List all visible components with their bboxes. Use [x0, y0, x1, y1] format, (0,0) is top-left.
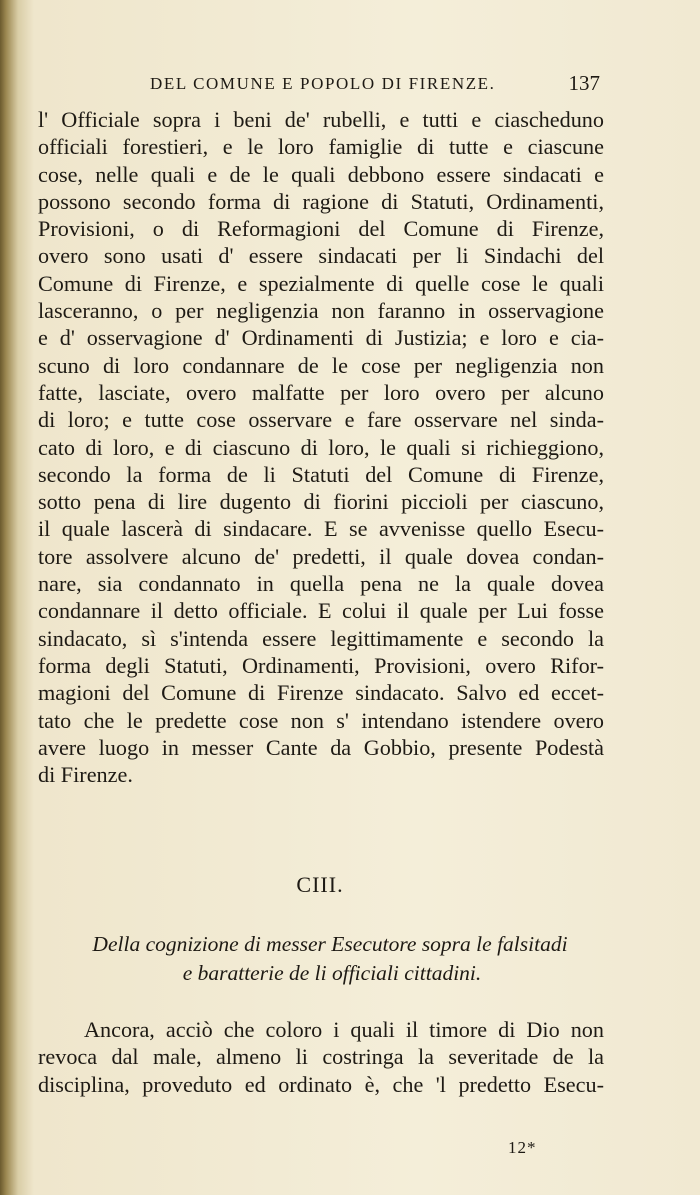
running-head: [150, 71, 600, 98]
text-line: secondo la forma de li Statuti del Comune di Firenze,: [38, 461, 604, 487]
text-line: avere luogo in messer Cante da Gobbio, presente Podestà: [38, 734, 604, 760]
text-line: Provisioni, o di Reformagioni del Comune di Firenze,: [38, 216, 604, 242]
text-line: tato che le predette cose non s' intendano istendere overo: [38, 707, 604, 733]
section-number: CIII.: [296, 872, 344, 897]
text-line: Ancora, acciò che coloro i quali il timore di Dio non: [84, 1017, 604, 1042]
section-title-line: e baratterie de li officiali cittadini.: [182, 961, 482, 985]
text-line: cato di loro, e di ciascuno di loro, le quali si richieggiono,: [38, 434, 604, 460]
text-line: nare, sia condannato in quella pena ne la quale dovea: [38, 571, 604, 597]
text-line: overo sono usati d' essere sindacati per li Sindachi del: [38, 243, 604, 269]
text-line: magioni del Comune di Firenze sindacato. Salvo ed eccet-: [38, 680, 604, 706]
section-paragraph: [38, 1016, 604, 1098]
text-line: cose, nelle quali e de le quali debbono essere sindacati e: [38, 161, 604, 187]
text-line: il quale lascerà di sindacare. E se avvenisse quello Esecu-: [38, 516, 604, 542]
text-line: revoca dal male, almeno li costringa la severitade de la: [38, 1044, 604, 1070]
text-line: di Firenze.: [38, 762, 133, 788]
signature-mark: 12*: [508, 1138, 537, 1157]
text-line: l' Officiale sopra i beni de' rubelli, e tutti e ciascheduno: [38, 107, 604, 132]
text-line: forma degli Statuti, Ordinamenti, Provisioni, overo Rifor-: [38, 652, 604, 678]
page-number: 137: [568, 71, 600, 95]
running-title: DEL COMUNE E POPOLO DI FIRENZE.: [150, 74, 496, 93]
section-title: [70, 930, 590, 988]
body-paragraph: [38, 106, 604, 788]
text-line: tore assolvere alcuno de' predetti, il quale dovea condan-: [38, 543, 604, 569]
text-line: officiali forestieri, e le loro famiglie di tutte e ciascune: [38, 134, 604, 160]
text-line: e d' osservagione d' Ordinamenti di Justizia; e loro e cia-: [38, 325, 604, 351]
text-line: Comune di Firenze, e spezialmente di quelle cose le quali: [38, 270, 604, 296]
text-line: condannare il detto officiale. E colui il quale per Lui fosse: [38, 598, 604, 624]
text-line: lasceranno, o per negligenzia non faranno in osservagione: [38, 298, 604, 324]
section-title-line: Della cognizione di messer Esecutore sopra le falsitadi: [92, 932, 568, 956]
text-line: sindacato, sì s'intenda essere legittimamente e secondo la: [38, 625, 604, 651]
text-line: sotto pena di lire dugento di fiorini piccioli per ciascuno,: [38, 489, 604, 515]
text-line: di loro; e tutte cose osservare e fare osservare nel sinda-: [38, 407, 604, 433]
text-line: possono secondo forma di ragione di Statuti, Ordinamenti,: [38, 188, 604, 214]
text-line: scuno di loro condannare de le cose per negligenzia non: [38, 352, 604, 378]
text-line: fatte, lasciate, overo malfatte per loro overo per alcuno: [38, 379, 604, 405]
text-line: disciplina, proveduto ed ordinato è, che 'l predetto Esecu-: [38, 1071, 604, 1097]
